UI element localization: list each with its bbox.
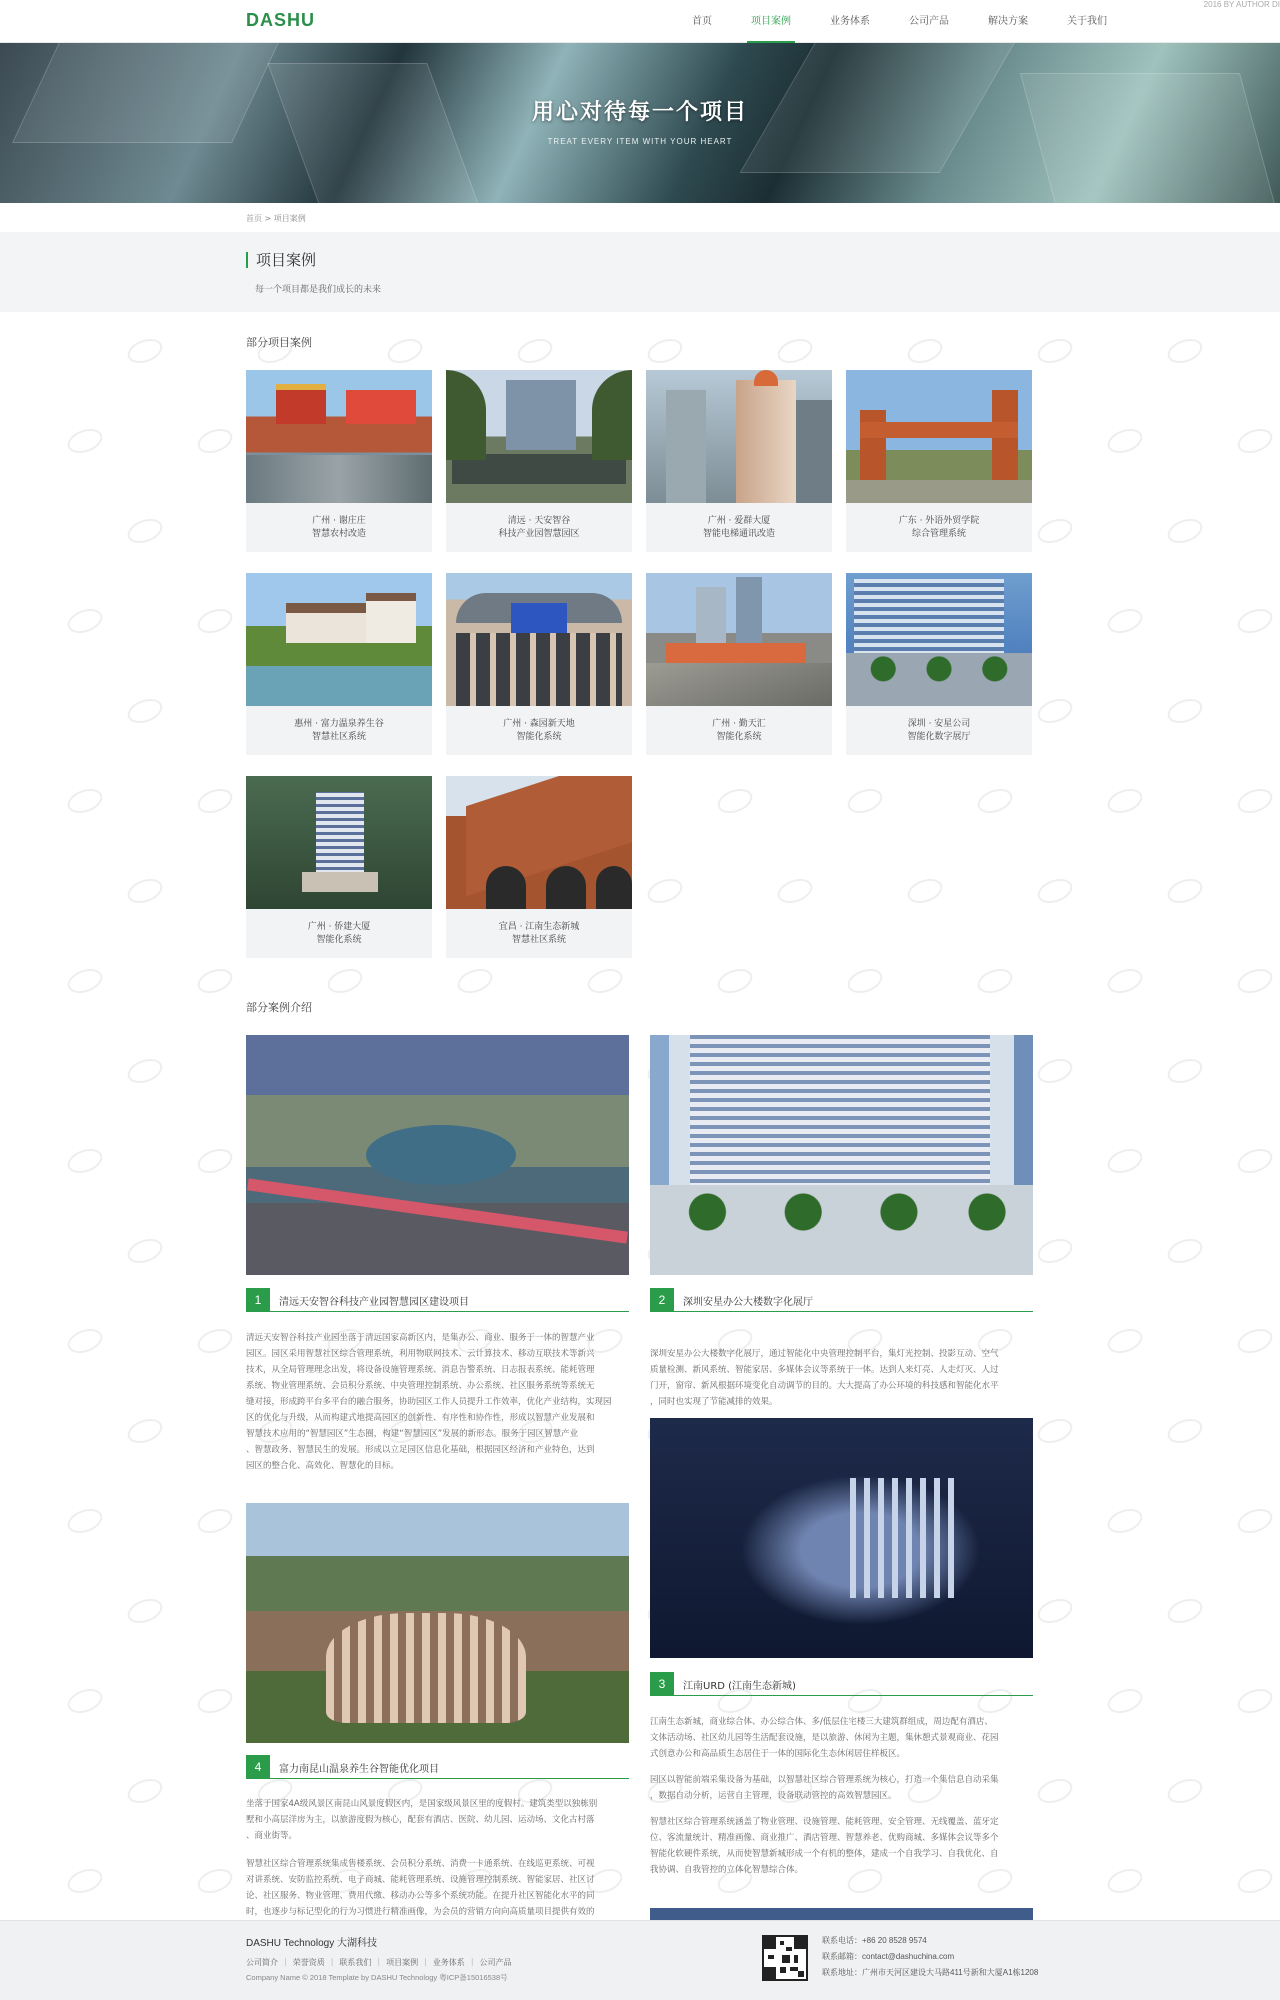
breadcrumb bbox=[246, 213, 306, 224]
project-location: 深圳 · 安星公司 bbox=[907, 719, 971, 729]
watermark-icon bbox=[1164, 1415, 1205, 1448]
watermark-icon bbox=[1104, 1865, 1145, 1898]
watermark-icon bbox=[1234, 1325, 1275, 1358]
case-text-line: 位、客流量统计、精准画像、商业推广、酒店管理、智慧养老、优购商城、多媒体会议等多个 bbox=[650, 1833, 999, 1843]
project-system: 智能化系统 bbox=[516, 732, 562, 742]
footer-links bbox=[246, 1957, 518, 1968]
project-location: 广州 · 侨建大厦 bbox=[307, 922, 371, 932]
case-image-partial bbox=[650, 1908, 1033, 1920]
watermark-icon bbox=[64, 1145, 105, 1178]
watermark-icon bbox=[1104, 425, 1145, 458]
qr-module bbox=[794, 1955, 798, 1963]
qr-module bbox=[790, 1967, 798, 1971]
cases-heading: 部分案例介绍 bbox=[246, 1001, 312, 1014]
qr-module bbox=[768, 1955, 774, 1959]
watermark-icon bbox=[1034, 695, 1075, 728]
project-image[interactable] bbox=[446, 573, 632, 706]
breadcrumb-separator: > bbox=[264, 214, 272, 223]
project-image[interactable] bbox=[446, 370, 632, 503]
case-image[interactable] bbox=[650, 1035, 1033, 1275]
watermark-icon bbox=[974, 965, 1015, 998]
watermark-icon bbox=[64, 425, 105, 458]
project-card[interactable] bbox=[646, 573, 832, 755]
case-text-line: 智慧社区综合管理系统集成售楼系统、会员积分系统、消费一卡通系统、在线巡更系统、可视 bbox=[246, 1859, 595, 1869]
watermark-icon bbox=[1034, 1775, 1075, 1808]
watermark-icon bbox=[974, 785, 1015, 818]
watermark-icon bbox=[1104, 1685, 1145, 1718]
case-text-line: 、商业街等。 bbox=[246, 1831, 298, 1841]
project-system: 智能电梯通讯改造 bbox=[702, 529, 775, 539]
watermark-icon bbox=[1234, 425, 1275, 458]
watermark-icon bbox=[124, 515, 165, 548]
case-text-line: ，数据自动分析，运营自主管理，设备联动管控的高效智慧园区。 bbox=[650, 1791, 897, 1801]
watermark-icon bbox=[124, 1235, 165, 1268]
projects-heading: 部分项目案例 bbox=[246, 336, 312, 349]
case-text-line: 缝对接，形成跨平台多平台的融合服务，协助园区工作人员提升工作效率，优化产业结构，实现园 bbox=[246, 1397, 612, 1407]
case-title[interactable]: 深圳安星办公大楼数字化展厅 bbox=[683, 1297, 813, 1308]
watermark-icon bbox=[1234, 1145, 1275, 1178]
watermark-icon bbox=[1234, 785, 1275, 818]
watermark-icon bbox=[124, 335, 165, 368]
case-text-line: 式创意办公和高品质生态居住于一体的国际化生态休闲居住样板区。 bbox=[650, 1749, 906, 1759]
case-text-line: 文体活动场、社区幼儿园等生活配套设施，是以旅游、休闲为主题，集休憩式景观商业、花园 bbox=[650, 1733, 999, 1743]
footer-link[interactable]: 项目案例 bbox=[386, 1958, 419, 1967]
project-card[interactable] bbox=[246, 370, 432, 552]
project-location: 广东 · 外语外贸学院 bbox=[898, 516, 980, 526]
case-heading bbox=[650, 1288, 1033, 1312]
watermark-icon bbox=[1164, 335, 1205, 368]
watermark-icon bbox=[644, 335, 685, 368]
watermark-icon bbox=[64, 785, 105, 818]
watermark-icon bbox=[1104, 605, 1145, 638]
case-text-line: 我协调、自我管控的立体化智慧综合体。 bbox=[650, 1865, 804, 1875]
watermark-icon bbox=[514, 335, 555, 368]
footer-phone: 联系电话：+86 20 8528 9574 bbox=[822, 1936, 927, 1945]
watermark-icon bbox=[194, 1685, 235, 1718]
case-text-line: 门开，窗帘、新风根据环境变化自动调节的目的。大大提高了办公环境的科技感和智能化水平 bbox=[650, 1381, 999, 1391]
case-text-line: 江南生态新城，商业综合体、办公综合体、多/低层住宅楼三大建筑群组成，周边配有酒店、 bbox=[650, 1717, 993, 1727]
footer-link[interactable]: 联系我们 bbox=[339, 1958, 372, 1967]
project-system: 智慧农村改造 bbox=[311, 529, 366, 539]
watermark-icon bbox=[644, 875, 685, 908]
page-subtitle: 每一个项目都是我们成长的未来 bbox=[255, 285, 382, 295]
case-number: 1 bbox=[246, 1288, 270, 1312]
nav-item-3[interactable]: 公司产品 bbox=[909, 16, 949, 27]
watermark-icon bbox=[1034, 1055, 1075, 1088]
nav-item-2[interactable]: 业务体系 bbox=[830, 16, 870, 27]
footer-company: DASHU Technology 大湖科技 bbox=[246, 1938, 377, 1949]
watermark-icon bbox=[1234, 1505, 1275, 1538]
watermark-icon bbox=[64, 1505, 105, 1538]
project-location: 广州 · 谢庄庄 bbox=[312, 516, 366, 526]
watermark-icon bbox=[64, 965, 105, 998]
project-location: 广州 · 勤天汇 bbox=[712, 719, 766, 729]
project-system: 综合管理系统 bbox=[911, 529, 966, 539]
qr-module bbox=[764, 1937, 776, 1949]
watermark-icon bbox=[1164, 1235, 1205, 1268]
project-card[interactable] bbox=[846, 573, 1032, 755]
case-text-line: 智慧社区综合管理系统涵盖了物业管理、设施管理、能耗管理、安全管理、无线覆盖、蓝牙定 bbox=[650, 1817, 999, 1827]
case-text-line: 园区。园区采用智慧社区综合管理系统，利用物联网技术、云计算技术、移动互联技术等新兴 bbox=[246, 1349, 595, 1359]
watermark-icon bbox=[194, 1865, 235, 1898]
footer-email[interactable]: 联系邮箱：contact@dashuchina.com bbox=[822, 1952, 955, 1961]
case-text-line: 园区的整合化、高效化、智慧化的目标。 bbox=[246, 1461, 400, 1471]
project-system: 智慧社区系统 bbox=[511, 935, 566, 945]
watermark-icon bbox=[324, 965, 365, 998]
project-image[interactable] bbox=[846, 573, 1032, 706]
case-text-line: 区的优化与升级，从而构建式地提高园区的创新性、有序性和协作性，形成以智慧产业发展和 bbox=[246, 1413, 595, 1423]
footer-link[interactable]: 业务体系 bbox=[432, 1958, 465, 1967]
case-text-line: 智能化软硬件系统，从而使智慧新城形成一个有机的整体，建成一个自我学习、自我优化、自 bbox=[650, 1849, 999, 1859]
qr-module bbox=[780, 1967, 786, 1973]
watermark-icon bbox=[714, 785, 755, 818]
case-text-line: 系统、物业管理系统、会员积分系统、中央管理控制系统、办公系统、社区服务系统等系统无 bbox=[246, 1381, 595, 1391]
case-heading bbox=[650, 1672, 1033, 1696]
qr-module bbox=[780, 1941, 784, 1945]
case-text-line: 深圳安星办公大楼数字化展厅，通过智能化中央管理控制平台，集灯光控制、投影互动、空气 bbox=[650, 1349, 999, 1359]
watermark-icon bbox=[1034, 1415, 1075, 1448]
watermark-icon bbox=[1104, 965, 1145, 998]
watermark-icon bbox=[904, 875, 945, 908]
site-header bbox=[0, 0, 1280, 43]
watermark-icon bbox=[194, 1505, 235, 1538]
watermark-icon bbox=[64, 1685, 105, 1718]
project-image[interactable] bbox=[646, 573, 832, 706]
project-location: 清远 · 天安智谷 bbox=[507, 516, 571, 526]
project-card[interactable] bbox=[246, 573, 432, 755]
case-text-line: 对讲系统、安防监控系统、电子商城、能耗管理系统、设施管理控制系统、智能家居、社区讨 bbox=[246, 1875, 595, 1885]
nav-item-5[interactable]: 关于我们 bbox=[1067, 16, 1107, 27]
watermark-icon bbox=[454, 965, 495, 998]
case-number: 2 bbox=[650, 1288, 674, 1312]
watermark-icon bbox=[124, 1415, 165, 1448]
case-number: 4 bbox=[246, 1755, 270, 1779]
watermark-icon bbox=[194, 425, 235, 458]
footer-address: 联系地址：广州市天河区建设大马路411号新和大厦A1栋1208 bbox=[822, 1968, 1039, 1977]
project-card[interactable] bbox=[646, 370, 832, 552]
case-text-line: 论、社区服务、物业管理、费用代缴、移动办公等多个系统功能。在提升社区智能化水平的同 bbox=[246, 1891, 595, 1901]
project-image[interactable] bbox=[446, 776, 632, 909]
watermark-icon bbox=[124, 875, 165, 908]
watermark-icon bbox=[194, 1145, 235, 1178]
footer-copyright: Company Name © 2018 Template by DASHU Technology 粤ICP备15016538号 bbox=[246, 1973, 508, 1982]
case-image[interactable] bbox=[246, 1035, 629, 1275]
project-image[interactable] bbox=[246, 370, 432, 503]
project-image[interactable] bbox=[646, 370, 832, 503]
logo-text: DASHU bbox=[246, 10, 316, 30]
case-text-line: 、智慧政务、智慧民生的发展。形成以立足园区信息化基础，根据园区经济和产业特色，达到 bbox=[246, 1445, 595, 1455]
watermark-icon bbox=[1034, 1595, 1075, 1628]
nav-item-0[interactable]: 首页 bbox=[692, 16, 712, 27]
banner-subtitle: TREAT EVERY ITEM WITH YOUR HEART bbox=[547, 137, 733, 146]
watermark-icon bbox=[1164, 1055, 1205, 1088]
watermark-icon bbox=[1234, 1685, 1275, 1718]
case-text-line: 时，也逐步与标记型化的行为习惯进行精准画像，为会员的营销方向向高质量项目提供有效的 bbox=[246, 1907, 595, 1917]
qr-module bbox=[764, 1967, 776, 1979]
project-card[interactable] bbox=[246, 776, 432, 958]
watermark-icon bbox=[194, 965, 235, 998]
watermark-icon bbox=[124, 1595, 165, 1628]
case-text-line: ，同时也实现了节能减排的效果。 bbox=[650, 1397, 778, 1407]
breadcrumb-current: 项目案例 bbox=[273, 214, 306, 223]
project-card[interactable] bbox=[446, 370, 632, 552]
case-text-line: 智慧技术应用的“智慧园区”生态圈，构建“智慧园区”发展的新形态。服务于园区智慧产业 bbox=[246, 1429, 579, 1439]
breadcrumb-home[interactable]: 首页 bbox=[246, 214, 262, 223]
case-text-line: 坐落于国家4A级风景区南昆山风景度假区内，是国家级风景区里的度假村。建筑类型以独栋别 bbox=[246, 1799, 598, 1809]
banner-glass-panel bbox=[267, 63, 493, 203]
case-image[interactable] bbox=[650, 1418, 1033, 1658]
qr-code-icon bbox=[762, 1935, 808, 1981]
watermark-icon bbox=[1234, 605, 1275, 638]
watermark-icon bbox=[1164, 515, 1205, 548]
project-system: 智慧社区系统 bbox=[311, 732, 366, 742]
qr-module bbox=[794, 1937, 806, 1949]
project-image[interactable] bbox=[246, 573, 432, 706]
watermark-icon bbox=[1164, 695, 1205, 728]
watermark-icon bbox=[1164, 1775, 1205, 1808]
qr-module bbox=[786, 1947, 792, 1951]
project-image[interactable] bbox=[246, 776, 432, 909]
watermark-icon bbox=[124, 1055, 165, 1088]
project-location: 广州 · 森园新天地 bbox=[503, 719, 575, 729]
footer-link[interactable]: 公司产品 bbox=[479, 1958, 512, 1967]
watermark-icon bbox=[194, 785, 235, 818]
watermark-icon bbox=[194, 1325, 235, 1358]
case-text-line: 墅和小高层洋房为主，以旅游度假为核心，配套有酒店、医院、幼儿园、运动场、文化古村落 bbox=[246, 1815, 595, 1825]
case-heading bbox=[246, 1755, 629, 1779]
watermark-icon bbox=[1034, 335, 1075, 368]
footer-link-separator: | bbox=[470, 1957, 474, 1966]
watermark-icon bbox=[844, 785, 885, 818]
project-system: 智能化数字展厅 bbox=[907, 732, 971, 742]
watermark-icon bbox=[1234, 1865, 1275, 1898]
footer-link[interactable]: 公司简介 bbox=[246, 1958, 278, 1967]
watermark-icon bbox=[1104, 1325, 1145, 1358]
project-system: 智能化系统 bbox=[316, 935, 362, 945]
case-image[interactable] bbox=[246, 1503, 629, 1743]
nav-item-4[interactable]: 解决方案 bbox=[988, 16, 1028, 27]
project-image[interactable] bbox=[846, 370, 1032, 503]
project-card[interactable] bbox=[846, 370, 1032, 552]
case-text-line: 技术，从全局管理理念出发，将设备设施管理系统、消息告警系统、日志报表系统、能耗管理 bbox=[246, 1365, 595, 1375]
case-text-line: 清远天安智谷科技产业园坐落于清远国家高新区内，是集办公、商业、服务于一体的智慧产业 bbox=[246, 1333, 595, 1343]
watermark-icon bbox=[1104, 1145, 1145, 1178]
watermark-icon bbox=[714, 965, 755, 998]
case-title[interactable]: 江南URD (江南生态新城) bbox=[683, 1681, 796, 1692]
case-text-line: 质量检测、新风系统、智能家居、多媒体会议等系统于一体。达到人来灯亮、人走灯灭、人过 bbox=[650, 1365, 999, 1375]
hero-banner bbox=[0, 43, 1280, 203]
qr-module bbox=[798, 1971, 804, 1977]
project-location: 广州 · 爱群大厦 bbox=[707, 516, 771, 526]
watermark-icon bbox=[64, 605, 105, 638]
watermark-icon bbox=[1104, 785, 1145, 818]
watermark-icon bbox=[194, 605, 235, 638]
case-title[interactable]: 富力南昆山温泉养生谷智能优化项目 bbox=[279, 1764, 439, 1775]
watermark-icon bbox=[844, 965, 885, 998]
nav-item-1[interactable]: 项目案例 bbox=[739, 0, 803, 43]
footer-link-separator: | bbox=[377, 1957, 381, 1966]
watermark-icon bbox=[1034, 1235, 1075, 1268]
watermark-icon bbox=[124, 1775, 165, 1808]
watermark-icon bbox=[1164, 875, 1205, 908]
footer-link-separator: | bbox=[284, 1957, 287, 1966]
watermark-icon bbox=[904, 335, 945, 368]
watermark-icon bbox=[64, 1865, 105, 1898]
project-card[interactable] bbox=[446, 776, 632, 958]
footer-link-separator: | bbox=[330, 1957, 334, 1966]
project-system: 科技产业园智慧园区 bbox=[498, 529, 580, 539]
watermark-icon bbox=[384, 335, 425, 368]
intro-band bbox=[0, 232, 1280, 312]
main-nav bbox=[680, 0, 1134, 43]
case-title[interactable]: 清远天安智谷科技产业园智慧园区建设项目 bbox=[279, 1297, 469, 1308]
site-footer bbox=[0, 1920, 1280, 2000]
banner-glass-panel bbox=[12, 43, 288, 143]
footer-link-separator: | bbox=[424, 1957, 427, 1966]
footer-link[interactable]: 荣誉资质 bbox=[292, 1958, 325, 1967]
project-location: 宜昌 · 江南生态新城 bbox=[498, 922, 580, 932]
watermark-icon bbox=[774, 875, 815, 908]
project-card[interactable] bbox=[446, 573, 632, 755]
project-system: 智能化系统 bbox=[716, 732, 762, 742]
watermark-icon bbox=[774, 335, 815, 368]
watermark-icon bbox=[1234, 965, 1275, 998]
watermark-icon bbox=[124, 695, 165, 728]
watermark-icon bbox=[1164, 1595, 1205, 1628]
page-title: 项目案例 bbox=[246, 252, 316, 268]
case-heading bbox=[246, 1288, 629, 1312]
watermark-icon bbox=[64, 1325, 105, 1358]
site-logo[interactable] bbox=[246, 10, 315, 31]
corner-note: 2016 BY AUTHOR DI bbox=[1203, 0, 1280, 9]
watermark-icon bbox=[584, 965, 625, 998]
project-location: 惠州 · 富力温泉养生谷 bbox=[294, 719, 384, 729]
banner-title: 用心对待每一个项目 bbox=[531, 100, 748, 125]
case-text-line: 园区以智能前端采集设备为基础，以智慧社区综合管理系统为核心，打造一个集信息自动采集 bbox=[650, 1775, 999, 1785]
case-number: 3 bbox=[650, 1672, 674, 1696]
qr-module bbox=[782, 1955, 790, 1963]
watermark-icon bbox=[1034, 875, 1075, 908]
watermark-icon bbox=[1034, 515, 1075, 548]
watermark-icon bbox=[1104, 1505, 1145, 1538]
